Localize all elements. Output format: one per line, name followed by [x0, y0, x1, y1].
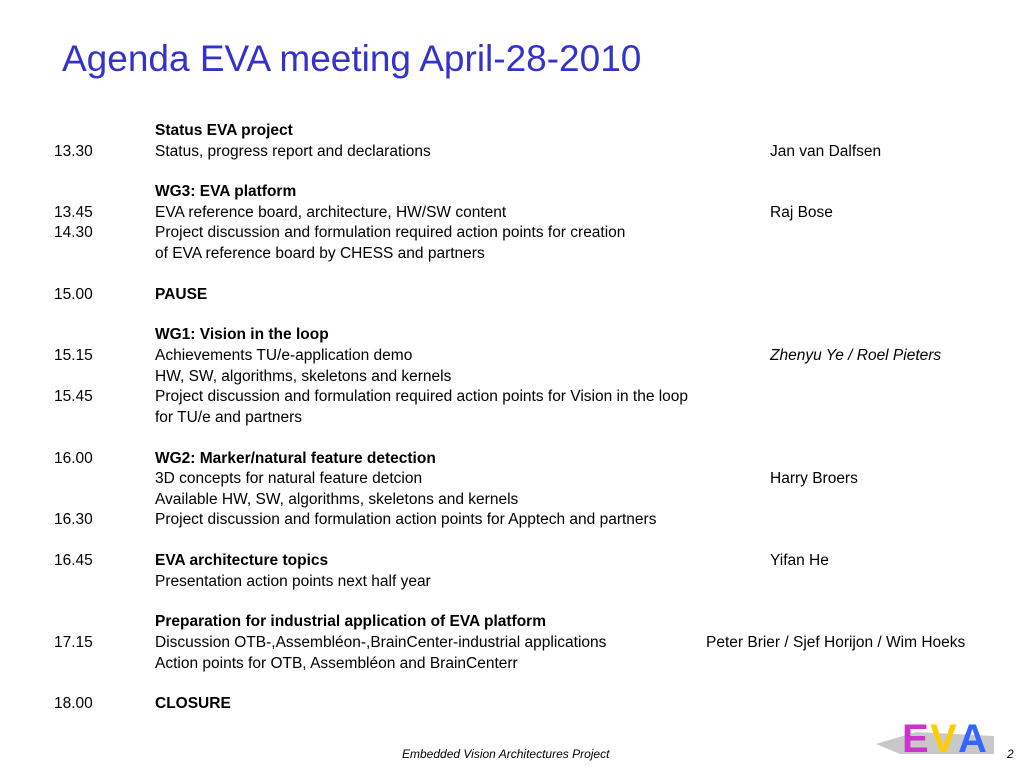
agenda-speaker: Harry Broers: [770, 470, 858, 487]
agenda-row: [0, 490, 1024, 510]
agenda-speaker: Peter Brier / Sjef Horijon / Wim Hoeks: [706, 634, 966, 651]
agenda-item: PAUSE: [155, 286, 208, 303]
agenda-speaker: Jan van Dalfsen: [770, 143, 882, 160]
section-heading: Status EVA project: [155, 122, 293, 139]
agenda-row: [0, 449, 1024, 469]
page-number: 2: [1007, 747, 1014, 761]
agenda-time: 15.45: [54, 388, 93, 405]
agenda-time: 18.00: [54, 695, 93, 712]
agenda-row: [0, 142, 1024, 162]
agenda-item: Action points for OTB, Assembléon and BrainCenterr: [155, 655, 518, 672]
agenda-row: [0, 285, 1024, 305]
agenda-row: [0, 572, 1024, 592]
agenda-item: of EVA reference board by CHESS and partners: [155, 245, 485, 262]
agenda-row: [0, 182, 1024, 202]
agenda-item: 3D concepts for natural feature detcion: [155, 470, 423, 487]
agenda-row: [0, 121, 1024, 141]
agenda-time: 17.15: [54, 634, 93, 651]
agenda-item: Project discussion and formulation required action points for Vision in the loop: [155, 388, 689, 405]
agenda-speaker: Raj Bose: [770, 204, 833, 221]
section-heading: WG1: Vision in the loop: [155, 326, 329, 343]
agenda-row: [0, 612, 1024, 632]
agenda-row: [0, 244, 1024, 264]
agenda-time: 15.15: [54, 347, 93, 364]
agenda-row: [0, 551, 1024, 571]
eva-logo: [876, 710, 996, 765]
agenda-row: [0, 223, 1024, 243]
agenda-item: for TU/e and partners: [155, 409, 303, 426]
logo-letter-a: A: [958, 717, 987, 760]
agenda-row: [0, 325, 1024, 345]
logo-letter-v: V: [930, 717, 957, 760]
agenda-row: [0, 510, 1024, 530]
agenda-item: Available HW, SW, algorithms, skeletons and kernels: [155, 491, 519, 508]
logo-letter-e: E: [902, 717, 929, 760]
slide-title: Agenda EVA meeting April-28-2010: [62, 38, 642, 79]
agenda-time: 13.30: [54, 143, 93, 160]
agenda-item: Discussion OTB-,Assembléon-,BrainCenter-industrial applications: [155, 634, 607, 651]
agenda-row: [0, 367, 1024, 387]
section-heading: WG3: EVA platform: [155, 183, 297, 200]
agenda-item: Project discussion and formulation required action points for creation: [155, 224, 626, 241]
agenda-time: 16.00: [54, 450, 93, 467]
footer-text: Embedded Vision Architectures Project: [402, 747, 610, 761]
agenda-item: HW, SW, algorithms, skeletons and kernels: [155, 368, 452, 385]
agenda-item: Presentation action points next half year: [155, 573, 431, 590]
agenda-row: [0, 633, 1024, 653]
agenda-row: [0, 346, 1024, 366]
agenda-speaker: Yifan He: [770, 552, 829, 569]
agenda-time: 14.30: [54, 224, 93, 241]
agenda-time: 16.45: [54, 552, 93, 569]
agenda-row: [0, 654, 1024, 674]
agenda-row: [0, 469, 1024, 489]
agenda-time: 13.45: [54, 204, 93, 221]
agenda-time: 15.00: [54, 286, 93, 303]
agenda-row: [0, 408, 1024, 428]
agenda-row: [0, 387, 1024, 407]
agenda-item: Status, progress report and declarations: [155, 143, 431, 160]
agenda-speaker: Zhenyu Ye / Roel Pieters: [770, 347, 942, 364]
section-heading: Preparation for industrial application of EVA platform: [155, 613, 546, 630]
agenda-row: [0, 203, 1024, 223]
agenda-row: [0, 694, 1024, 714]
section-heading: WG2: Marker/natural feature detection: [155, 450, 436, 467]
agenda-item: Achievements TU/e-application demo: [155, 347, 413, 364]
section-heading: EVA architecture topics: [155, 552, 329, 569]
agenda-item: EVA reference board, architecture, HW/SW content: [155, 204, 507, 221]
agenda-time: 16.30: [54, 511, 93, 528]
agenda-item: CLOSURE: [155, 695, 231, 712]
agenda-item: Project discussion and formulation action points for Apptech and partners: [155, 511, 657, 528]
